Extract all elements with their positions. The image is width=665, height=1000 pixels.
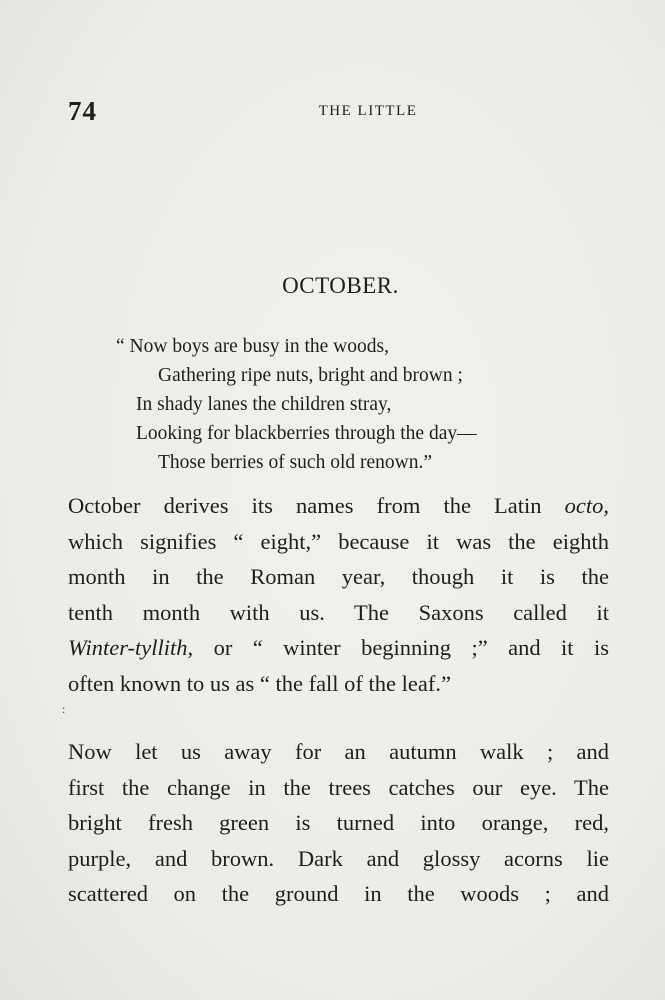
text-line: Now let us away for an autumn walk ; and xyxy=(68,739,609,764)
poem-line: In shady lanes the children stray, xyxy=(136,394,392,415)
section-title: OCTOBER. xyxy=(282,273,399,298)
poem-line: “ Now boys are busy in the woods, xyxy=(116,336,389,357)
running-head: THE LITTLE xyxy=(318,103,418,119)
text-segment: October derives its names from the Latin xyxy=(68,493,565,518)
text-line xyxy=(68,488,609,524)
text-line: bright fresh green is turned into orange, red, xyxy=(68,810,609,835)
stray-mark: : xyxy=(62,702,66,716)
paragraph-autumn-walk xyxy=(68,734,609,912)
text-segment: or “ winter beginning ;” and it is xyxy=(193,635,609,660)
text-line: purple, and brown. Dark and glossy acorns lie xyxy=(68,845,609,871)
poem-line: Looking for blackberries through the day— xyxy=(136,423,477,444)
paragraph-october-names xyxy=(68,488,609,701)
page-header xyxy=(68,96,608,126)
page-number: 74 xyxy=(68,96,97,126)
text-line: month in the Roman year, though it is the xyxy=(68,564,609,589)
text-line: first the change in the trees catches our eye. The xyxy=(68,774,609,800)
text-line xyxy=(68,630,609,666)
text-line: tenth month with us. The Saxons called it xyxy=(68,599,609,625)
text-line: often known to us as “ the fall of the leaf.” xyxy=(68,670,451,696)
text-line: scattered on the ground in the woods ; and xyxy=(68,881,609,906)
poem-line: Gathering ripe nuts, bright and brown ; xyxy=(158,365,463,386)
saxon-word: Winter-tyllith, xyxy=(68,635,194,660)
text-line: which signifies “ eight,” because it was the eighth xyxy=(68,528,609,554)
latin-word: octo, xyxy=(564,493,609,518)
poem-line: Those berries of such old renown.” xyxy=(158,452,432,473)
